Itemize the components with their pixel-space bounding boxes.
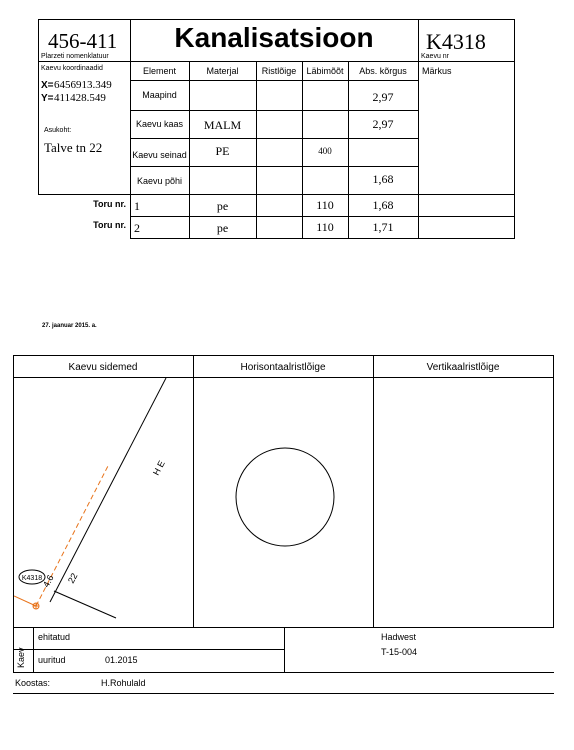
location-caption: Asukoht: (44, 127, 72, 134)
date-note: 27. jaanuar 2015. a. (42, 323, 97, 329)
col-header-height: Abs. kõrgus (359, 66, 407, 76)
pipe-height: 1,71 (372, 220, 394, 234)
pipe-stub-line (14, 596, 36, 606)
rule (418, 19, 419, 239)
pipe-material: pe (216, 199, 229, 213)
rule (373, 355, 374, 628)
company-name: Hadwest (381, 632, 417, 642)
rule (13, 693, 554, 694)
rule (38, 19, 515, 20)
rule (13, 672, 554, 673)
rule (13, 649, 285, 650)
col-header-element: Element (142, 66, 177, 76)
rule (130, 138, 419, 139)
row-material: MALM (203, 118, 242, 132)
panel-title-horizontal: Horisontaalristlõige (240, 362, 326, 373)
col-header-notes: Märkus (422, 66, 452, 76)
surveyed-label: uuritud (38, 655, 66, 665)
nomenclature-number: 456-411 (48, 29, 118, 53)
well-caption: Kaevu nr (421, 53, 450, 60)
well-tag: K4318 (21, 575, 43, 582)
coords-caption: Kaevu koordinaadid (41, 65, 103, 72)
author-name: H.Rohulald (101, 678, 146, 688)
rule (130, 166, 419, 167)
row-height: 2,97 (372, 90, 394, 104)
x-value: 6456913.349 (54, 79, 112, 91)
horizontal-section (194, 378, 373, 627)
project-code: T-15-004 (381, 647, 418, 657)
pipe-diameter: 110 (316, 198, 334, 212)
pipe-line (54, 591, 116, 618)
rule (38, 19, 39, 194)
col-header-material: Materjal (206, 66, 239, 76)
street-marker: H E (150, 458, 167, 477)
dimension-a: 4.6 (40, 573, 56, 589)
x-label: X= (41, 80, 54, 91)
pipe-label: Toru nr. (93, 199, 126, 209)
rule (38, 194, 514, 195)
row-element: Kaevu seinad (132, 150, 187, 160)
built-label: ehitatud (38, 632, 71, 642)
rule (256, 61, 257, 239)
y-value: 411428.549 (54, 92, 106, 104)
street-line (50, 378, 166, 602)
location-value: Talve tn 22 (44, 140, 103, 155)
well-id: K4318 (426, 29, 486, 54)
row-height: 1,68 (372, 172, 394, 186)
row-height: 2,97 (372, 117, 394, 131)
panel-title-connections: Kaevu sidemed (68, 362, 138, 373)
connections-sketch (14, 378, 193, 627)
dimension-b: 22 (65, 571, 80, 585)
rule (553, 355, 554, 628)
well-outline (236, 448, 334, 546)
rule (130, 110, 419, 111)
pipe-height: 1,68 (372, 198, 394, 212)
panel-title-vertical: Vertikaalristlõige (426, 362, 500, 373)
page-title: Kanalisatsioon (174, 22, 374, 53)
rule (38, 61, 515, 62)
row-element: Kaevu põhi (136, 176, 183, 186)
rule (13, 355, 554, 356)
pipe-number: 1 (134, 199, 140, 213)
col-header-diameter: Läbimõõt (306, 66, 344, 76)
pipe-label: Toru nr. (93, 220, 126, 230)
rule (33, 627, 34, 672)
pipe-material: pe (216, 221, 229, 235)
row-material: PE (215, 144, 230, 158)
row-element: Kaevu kaas (135, 119, 184, 129)
pipe-number: 2 (134, 221, 140, 235)
col-header-cross: Ristlõige (261, 66, 297, 76)
row-element: Maapind (142, 90, 177, 100)
side-label: Kaev (16, 647, 26, 668)
row-diameter: 400 (318, 146, 332, 156)
rule (284, 627, 285, 672)
rule (514, 19, 515, 239)
pipe-diameter: 110 (316, 220, 334, 234)
rule (130, 216, 514, 217)
rule (130, 80, 419, 81)
y-label: Y= (41, 93, 54, 104)
surveyed-date: 01.2015 (105, 655, 138, 665)
nomenclature-caption: Plarzeti nomenklatuur (41, 53, 109, 60)
author-label: Koostas: (15, 678, 51, 688)
rule (130, 238, 514, 239)
